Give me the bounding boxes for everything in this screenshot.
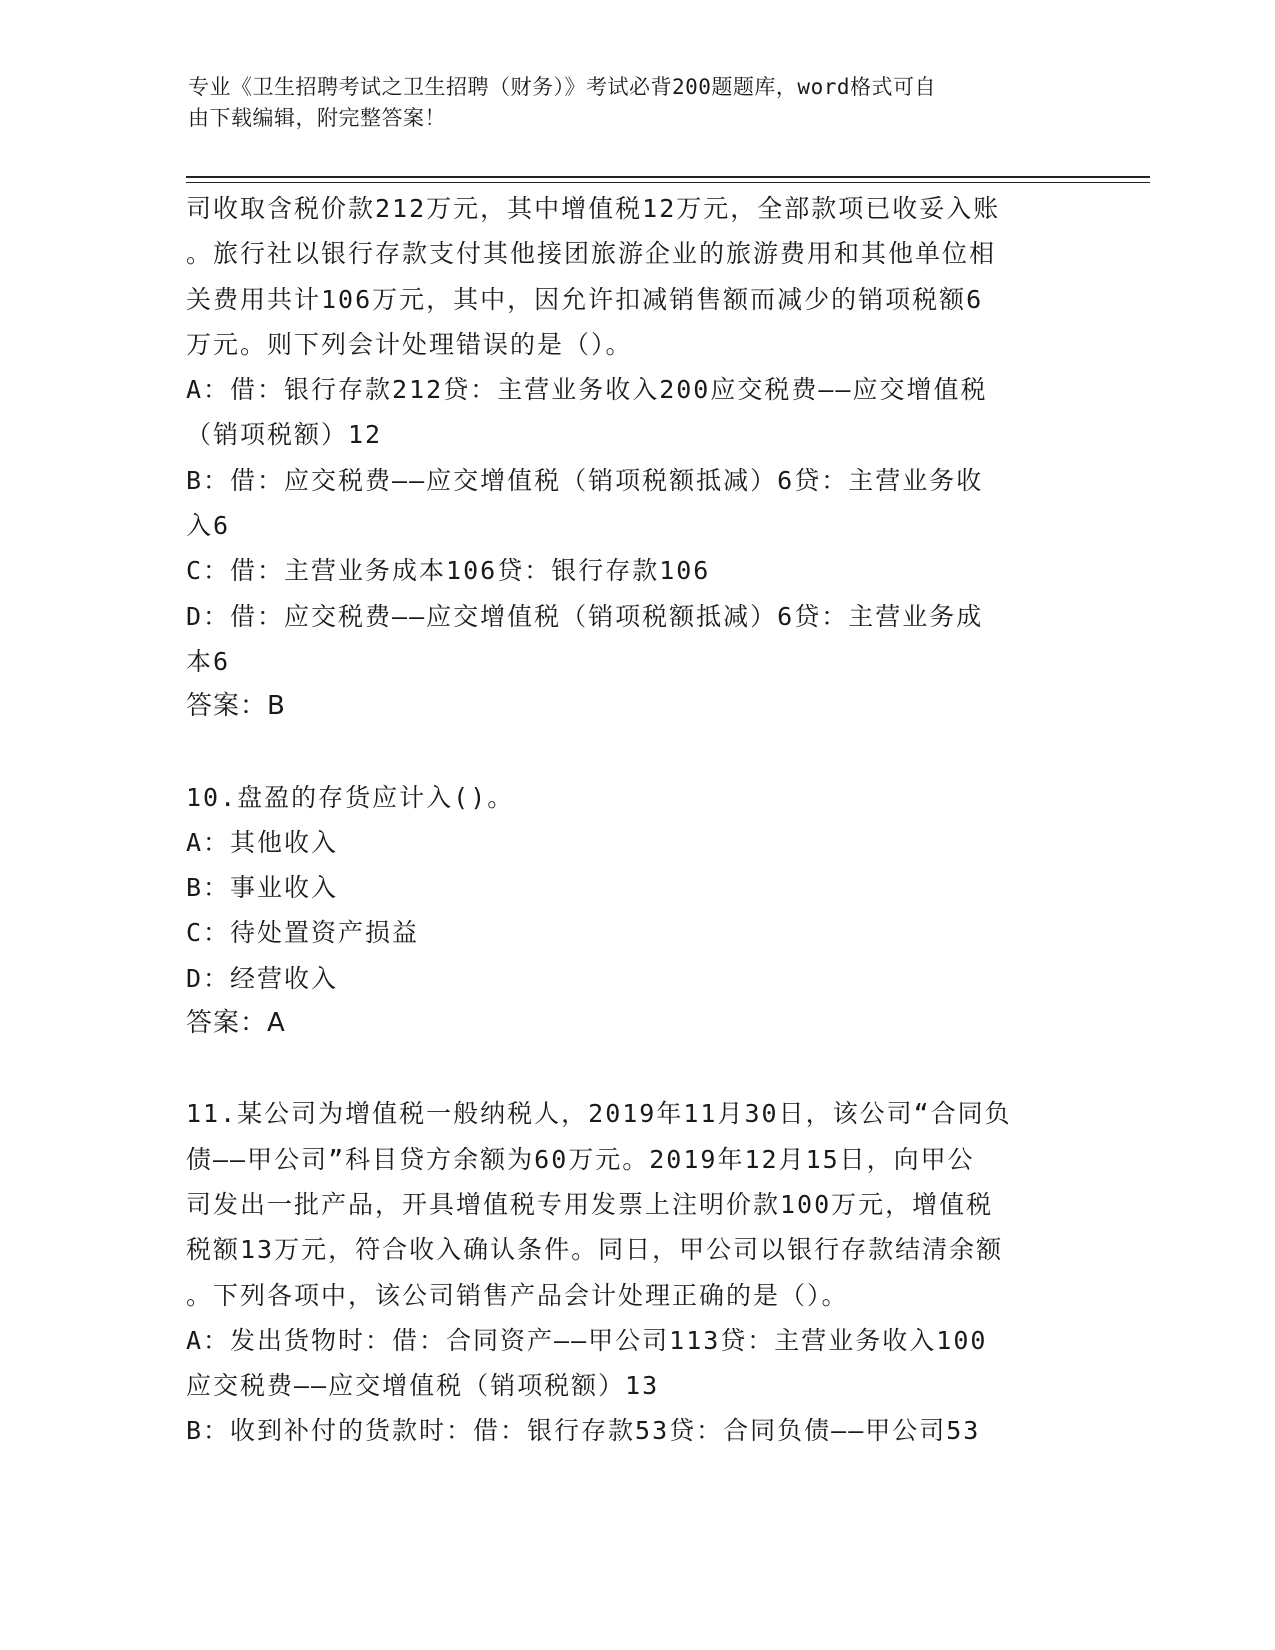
- answer-label: 答案：B: [186, 691, 286, 722]
- option-b: B：事业收入: [186, 873, 339, 903]
- option-a-continued: （销项税额）12: [186, 420, 383, 450]
- option-b: B：收到补付的货款时：借：银行存款53贷：合同负债——甲公司53: [186, 1416, 981, 1446]
- option-a: A：借：银行存款212贷：主营业务收入200应交税费——应交增值税: [186, 375, 988, 405]
- question-stem-line: 10.盘盈的存货应计入()。: [186, 782, 515, 812]
- option-c: C：待处置资产损益: [186, 918, 420, 948]
- header-line: 由下载编辑，附完整答案！: [188, 106, 446, 130]
- answer-label: 答案：A: [186, 1008, 286, 1039]
- question-stem-line: 司收取含税价款212万元，其中增值税12万元，全部款项已收妥入账: [186, 194, 1001, 223]
- question-stem-line: 债——甲公司”科目贷方余额为60万元。2019年12月15日，向甲公: [186, 1144, 975, 1174]
- question-stem-line: 司发出一批产品，开具增值税专用发票上注明价款100万元，增值税: [186, 1189, 994, 1219]
- option-a: A：其他收入: [186, 827, 339, 857]
- question-stem-line: 万元。则下列会计处理错误的是（）。: [186, 329, 633, 359]
- question-stem-line: 关费用共计106万元，其中，因允许扣减销售额而减少的销项税额6: [186, 284, 984, 314]
- option-d-continued: 本6: [186, 646, 231, 676]
- header-divider-thin: [186, 182, 1150, 183]
- header-line: 专业《卫生招聘考试之卫生招聘（财务）》考试必背200题题库，word格式可自: [188, 75, 936, 99]
- document-header: [188, 72, 1068, 134]
- option-b: B：借：应交税费——应交增值税（销项税额抵减）6贷：主营业务收: [186, 465, 984, 495]
- question-stem-line: 税额13万元，符合收入确认条件。同日，甲公司以银行存款结清余额: [186, 1235, 1004, 1265]
- option-d: D：经营收入: [186, 963, 339, 993]
- option-b-continued: 入6: [186, 511, 231, 541]
- question-stem-line: 11.某公司为增值税一般纳税人，2019年11月30日，该公司“合同负: [186, 1099, 1012, 1129]
- option-c: C：借：主营业务成本106贷：银行存款106: [186, 556, 711, 586]
- question-10: [186, 775, 1086, 1047]
- header-divider: [186, 176, 1150, 178]
- spacer: [186, 1046, 1086, 1091]
- spacer: [186, 730, 1086, 775]
- option-d: D：借：应交税费——应交增值税（销项税额抵减）6贷：主营业务成: [186, 601, 984, 631]
- question-stem-line: 。旅行社以银行存款支付其他接团旅游企业的旅游费用和其他单位相: [186, 239, 997, 269]
- question-9: [186, 186, 1086, 730]
- option-a: A：发出货物时：借：合同资产——甲公司113贷：主营业务收入100: [186, 1325, 988, 1355]
- question-11: [186, 1091, 1086, 1453]
- document-body: [186, 186, 1086, 1454]
- option-a-continued: 应交税费——应交增值税（销项税额）13: [186, 1371, 660, 1401]
- question-stem-line: 。下列各项中，该公司销售产品会计处理正确的是（）。: [186, 1280, 849, 1310]
